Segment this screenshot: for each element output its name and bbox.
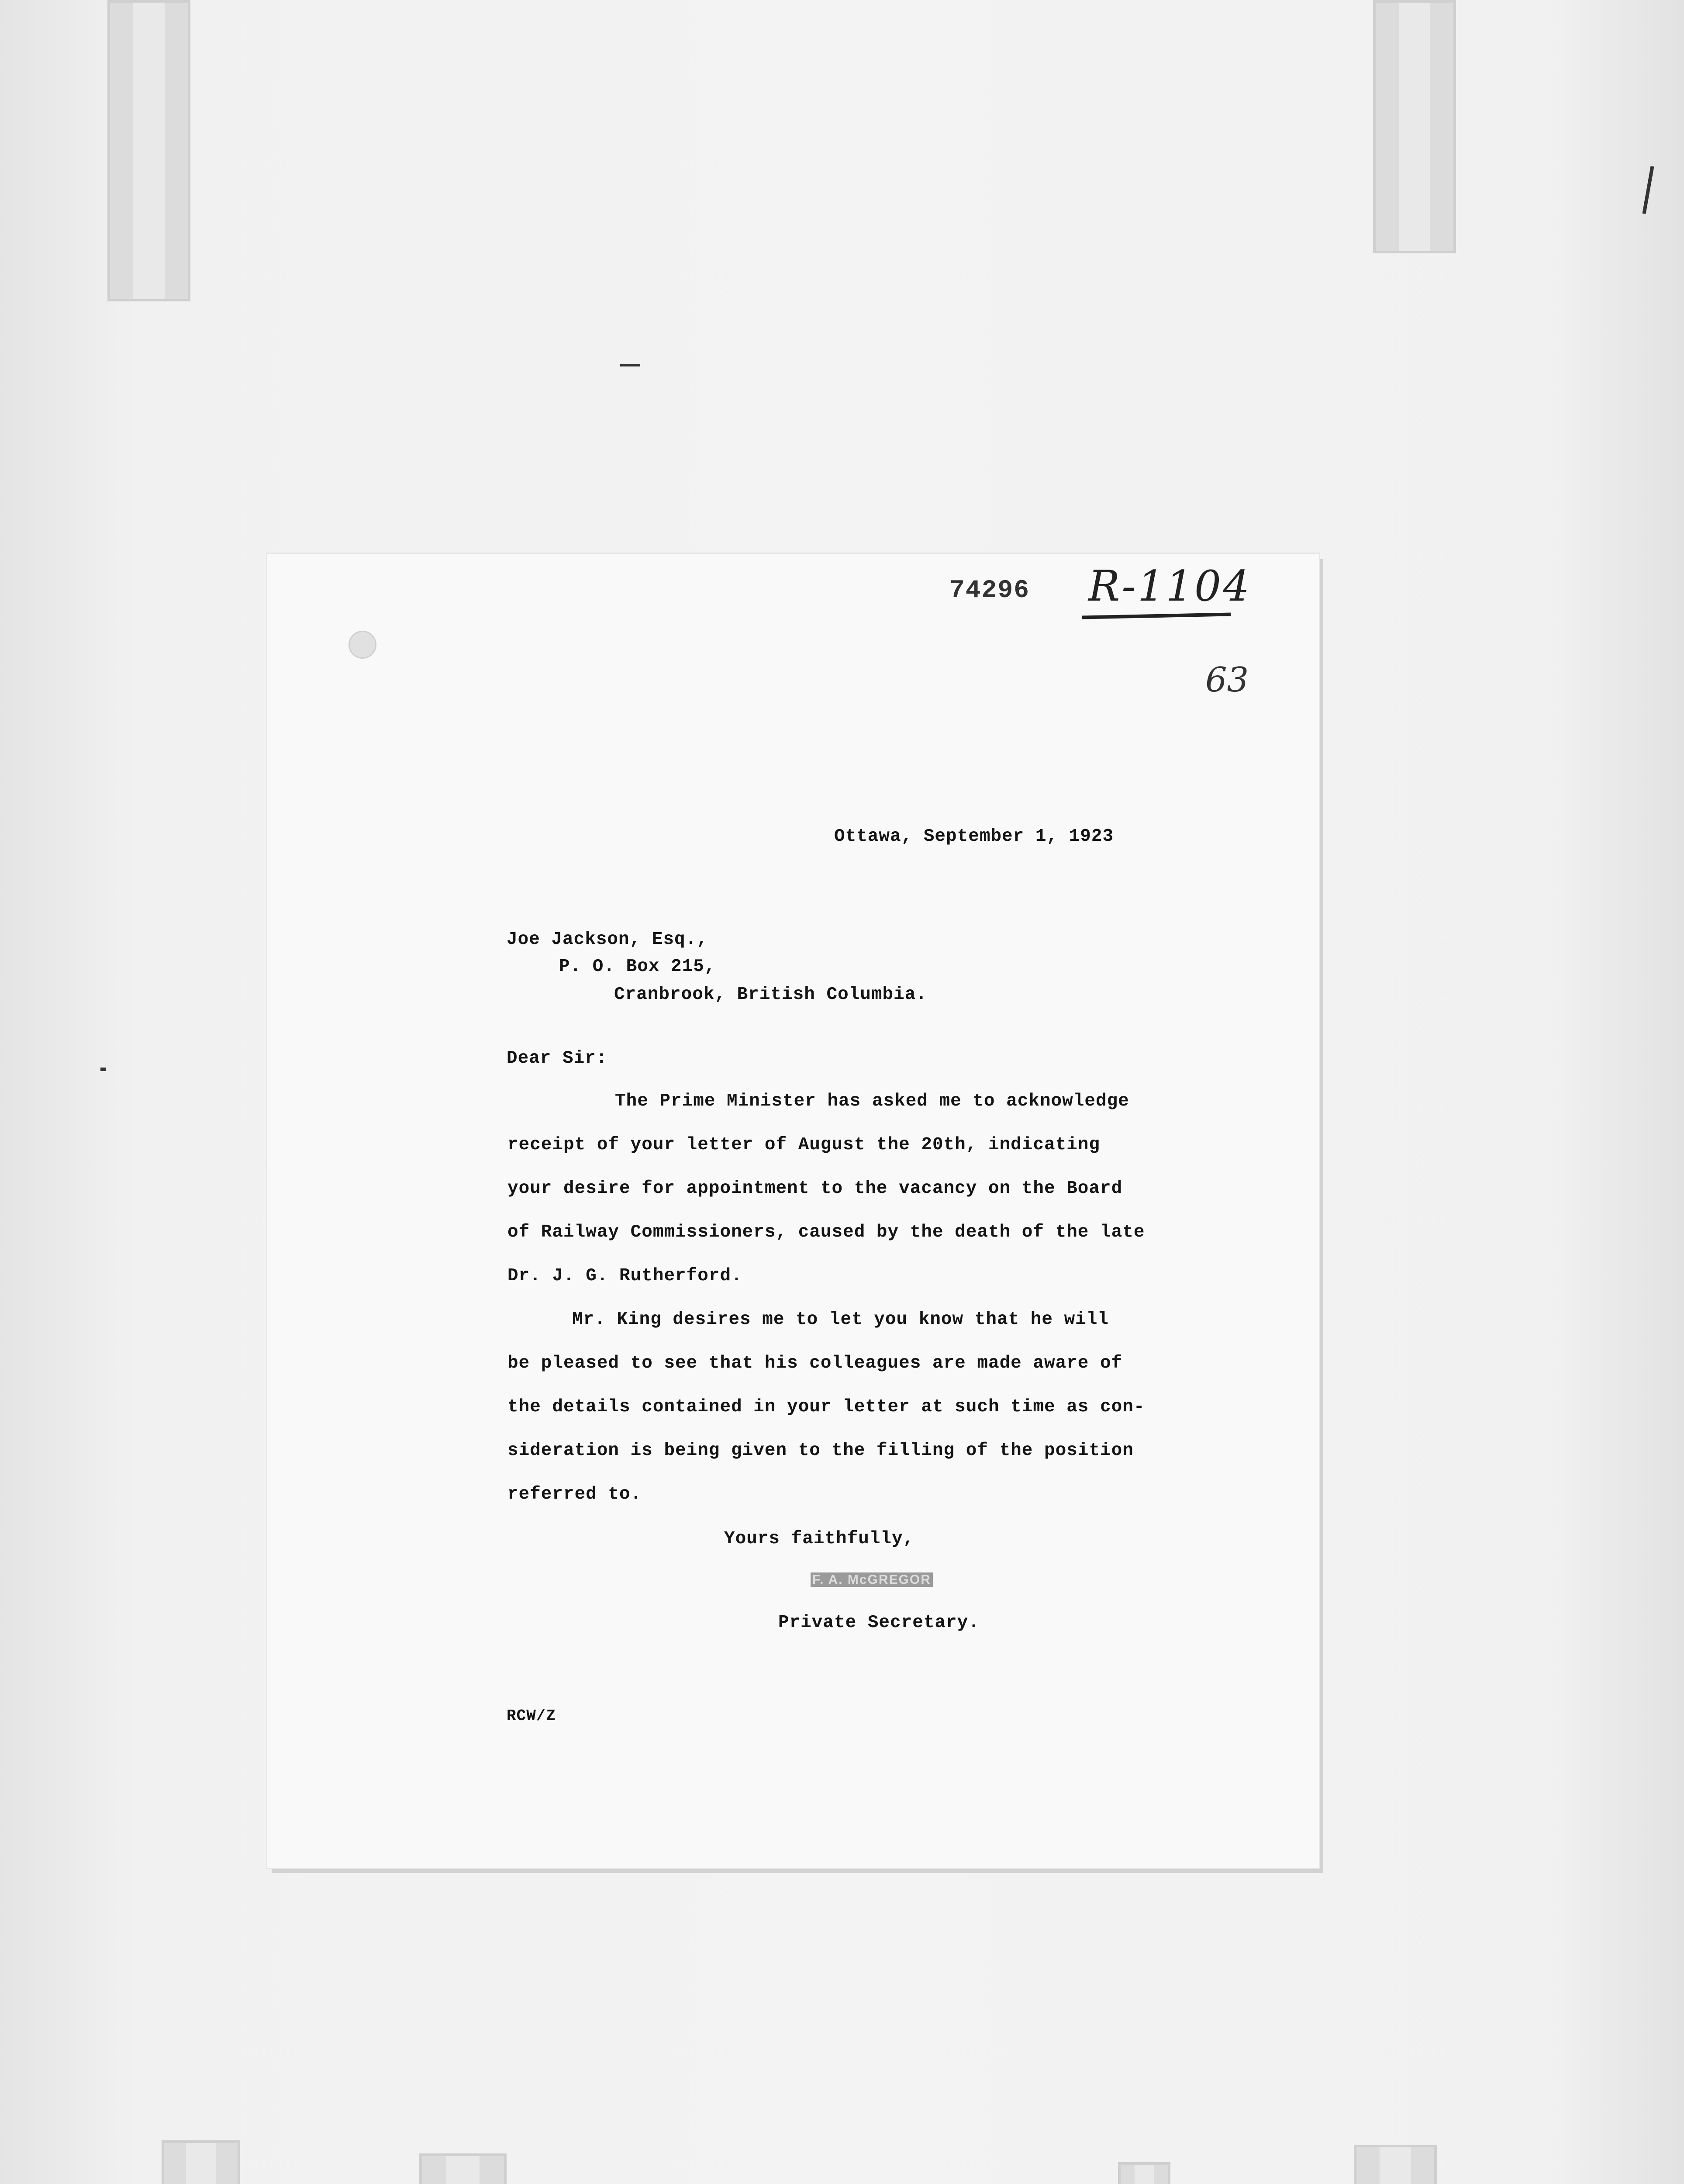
folio-number: 63 (1205, 660, 1249, 700)
body-line: the details contained in your letter at such time as con- (507, 1397, 1145, 1417)
body-line: be pleased to see that his colleagues are made aware of (507, 1353, 1123, 1373)
document-number: 74296 (949, 577, 1030, 605)
tape-top-right (1373, 0, 1456, 253)
body-line: referred to. (507, 1484, 642, 1504)
body-line: receipt of your letter of August the 20th, indicating (507, 1135, 1101, 1155)
addressee-name: Joe Jackson, Esq., (507, 930, 708, 950)
dash-mark (620, 364, 640, 366)
body-line: Mr. King desires me to let you know that he will (572, 1310, 1109, 1330)
body-line: of Railway Commissioners, caused by the death of the late (507, 1222, 1145, 1242)
addressee-box: P. O. Box 215, (559, 957, 716, 977)
typist-initials: RCW/Z (507, 1707, 556, 1725)
tape-bottom-right (1354, 2145, 1437, 2184)
punch-hole (349, 631, 376, 659)
body-line: The Prime Minister has asked me to acknowledge (615, 1091, 1129, 1111)
closing: Yours faithfully, (724, 1529, 914, 1549)
tape-top-left (107, 0, 190, 301)
signatory-title: Private Secretary. (778, 1613, 980, 1633)
tape-bottom-mid-right (1118, 2162, 1170, 2184)
reference-underline (1082, 612, 1231, 619)
date-line: Ottawa, September 1, 1923 (834, 826, 1114, 847)
salutation: Dear Sir: (507, 1048, 607, 1068)
body-line: your desire for appointment to the vacancy on the Board (507, 1178, 1123, 1199)
tape-bottom-left (162, 2140, 240, 2184)
body-line: sideration is being given to the filling of the position (507, 1441, 1134, 1461)
body-line: Dr. J. G. Rutherford. (507, 1266, 742, 1286)
tape-bottom-mid-left (419, 2153, 507, 2184)
signature-stamp (811, 1572, 933, 1587)
signature-stamp-text: F. A. McGREGOR (811, 1572, 933, 1587)
letter-sheet (267, 554, 1319, 1868)
handwritten-reference: R-1104 (1088, 562, 1252, 611)
addressee-city: Cranbrook, British Columbia. (614, 985, 927, 1005)
dot-mark (100, 1068, 106, 1071)
